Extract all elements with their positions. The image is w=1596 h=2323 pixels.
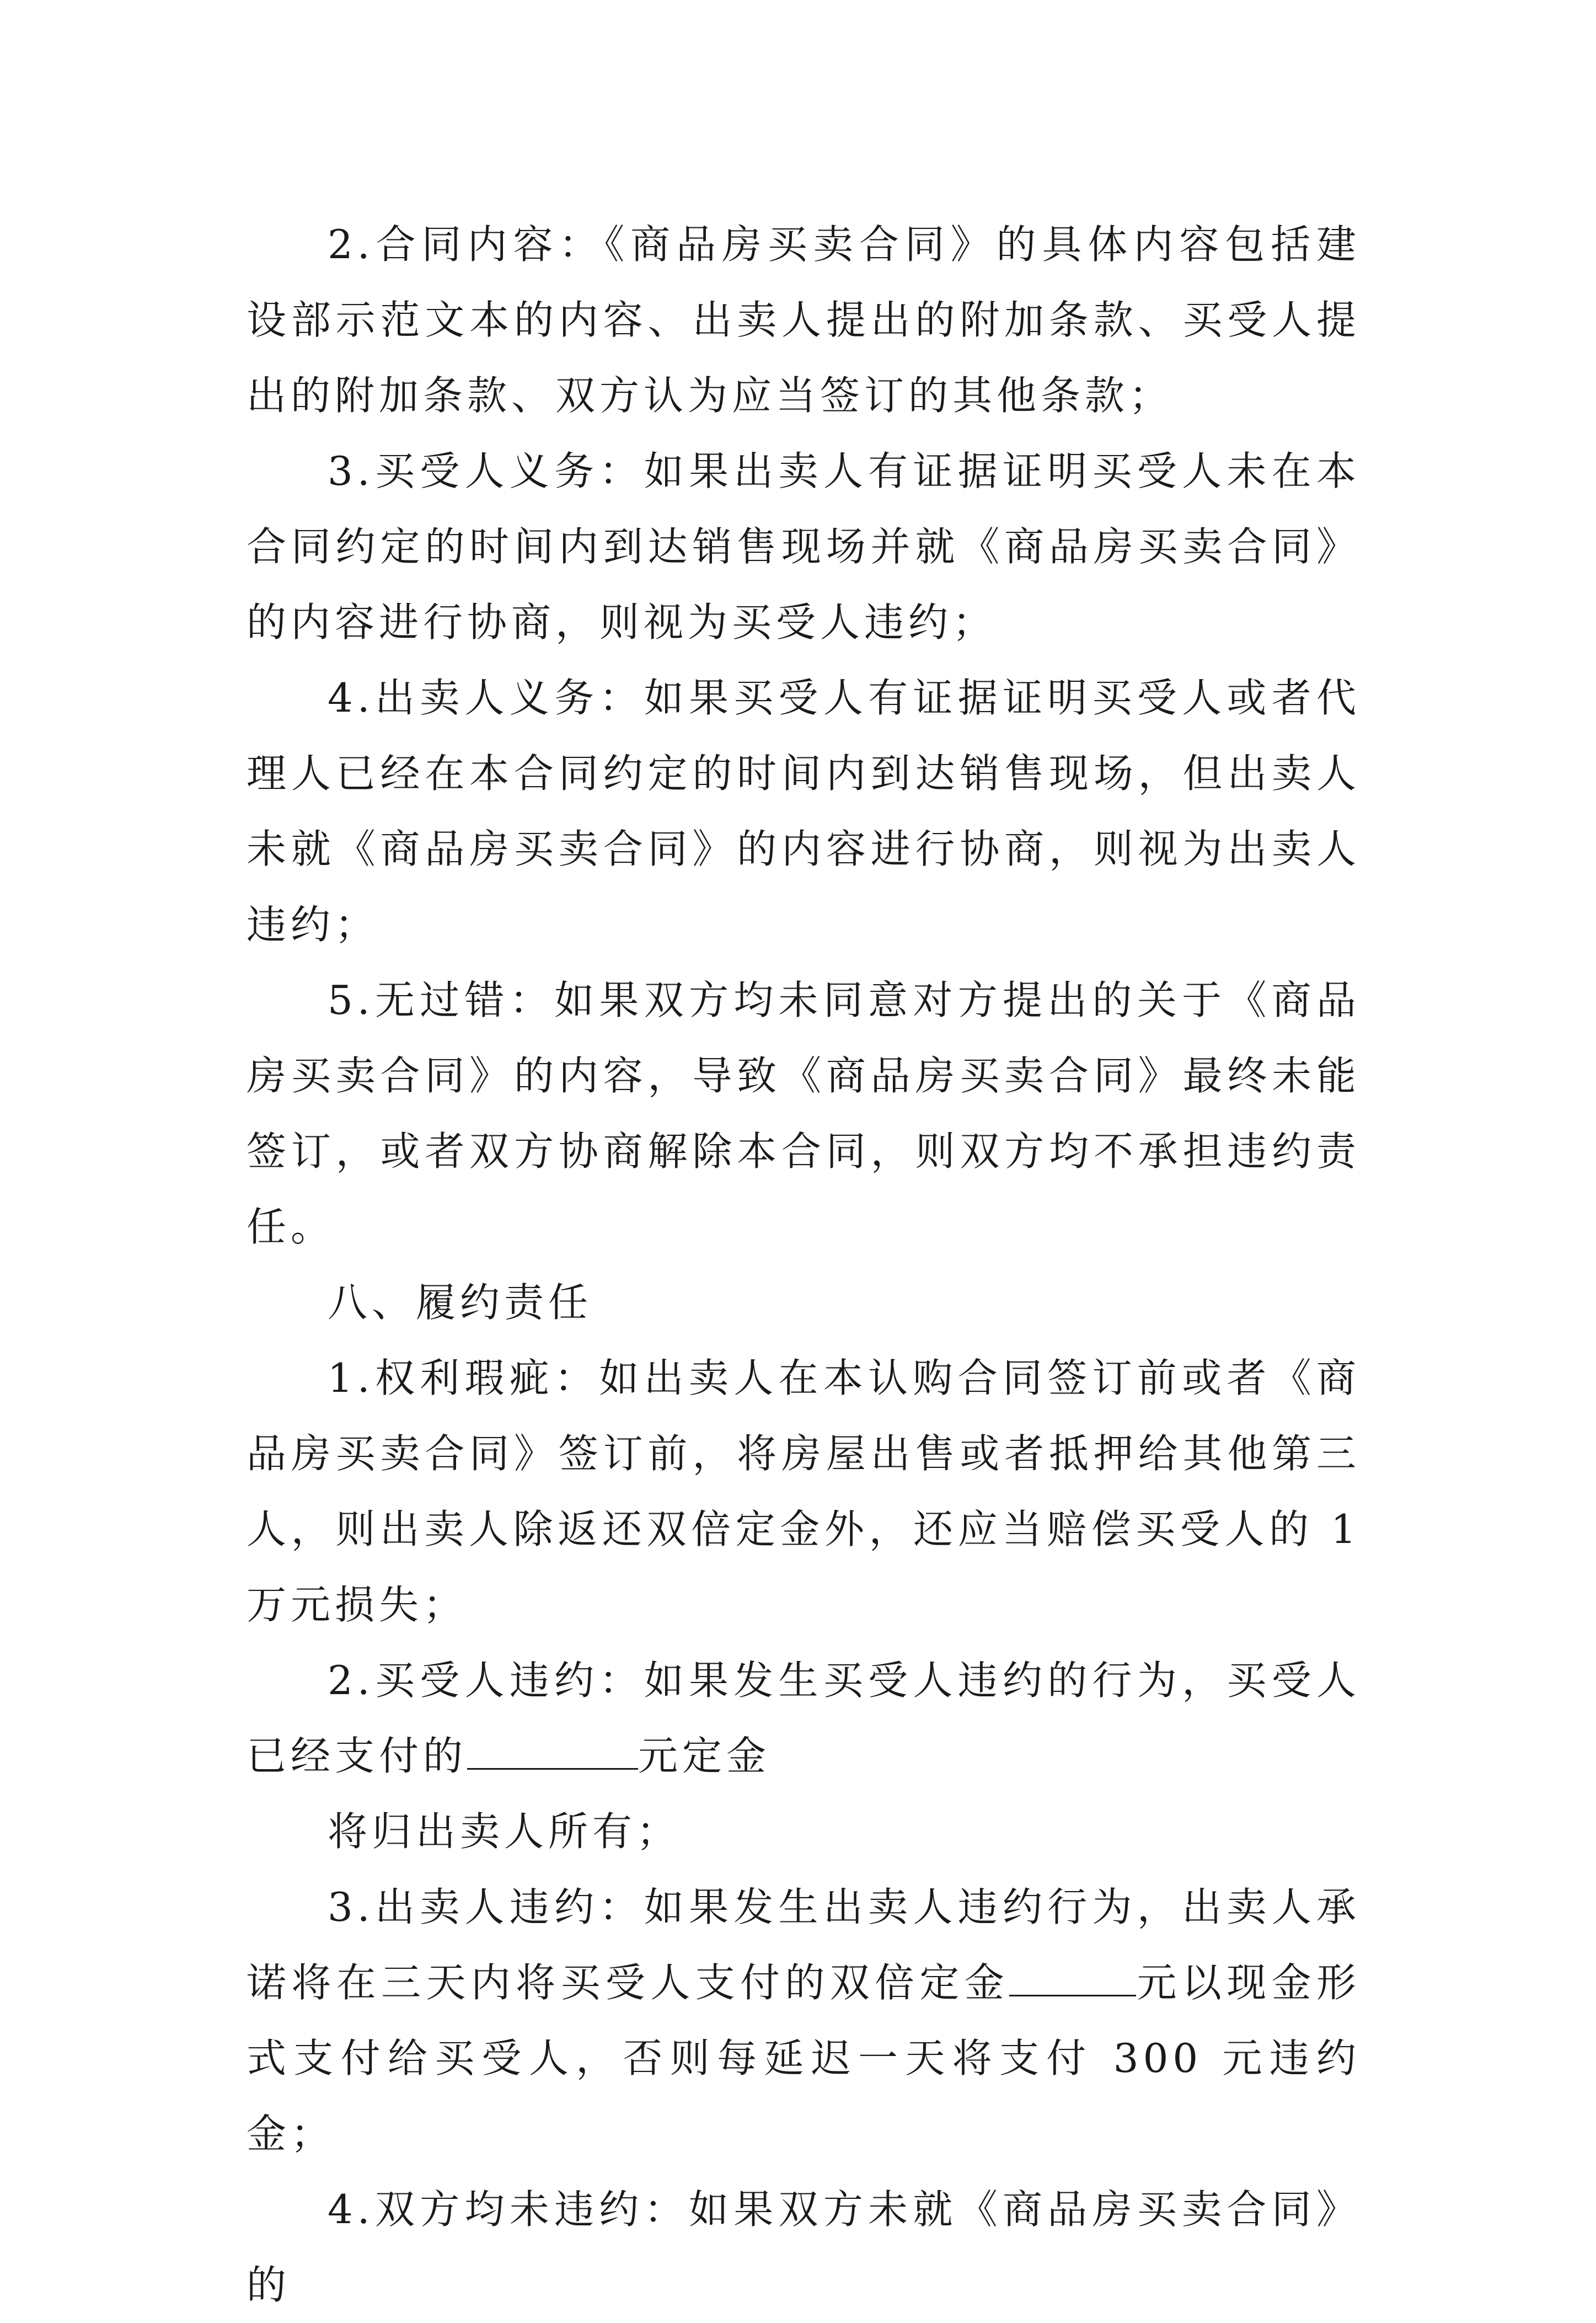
clause-seller-breach-text: 3.出卖人违约：如果发生出卖人违约行为，出卖人承诺将在三天内将买受人支付的双倍定金 <box>247 1884 1361 2006</box>
clause-seller-breach <box>247 1870 1361 2172</box>
clause-seller-breach-text-end: 元以现金形式支付给买受人，否则每延迟一天将支付 300 元违约金； <box>247 1959 1361 2157</box>
clause-no-fault: 5.无过错：如果双方均未同意对方提出的关于《商品房买卖合同》的内容，导致《商品房买卖合同》最终未能签订，或者双方协商解除本合同，则双方均不承担违约责任。 <box>247 977 1361 1250</box>
clause-buyer-breach-continued: 将归出卖人所有； <box>328 1808 681 1855</box>
clause-contract-content: 2.合同内容：《商品房买卖合同》的具体内容包括建设部示范文本的内容、出卖人提出的附加条款、买受人提出的附加条款、双方认为应当签订的其他条款； <box>247 221 1361 419</box>
clause-seller-obligation: 4.出卖人义务：如果买受人有证据证明买受人或者代理人已经在本合同约定的时间内到达销售现场，但出卖人未就《商品房买卖合同》的内容进行协商，则视为出卖人违约； <box>247 675 1361 948</box>
clause-no-breach: 4.双方均未违约：如果双方未就《商品房买卖合同》的 <box>247 2186 1361 2308</box>
clause-title-defect: 1.权利瑕疵：如出卖人在本认购合同签订前或者《商品房买卖合同》签订前，将房屋出售或者抵押给其他第三人，则出卖人除返还双倍定金外，还应当赔偿买受人的 1 万元损失； <box>247 1355 1361 1628</box>
deposit-amount-blank <box>467 1735 638 1770</box>
section-heading-performance-liability: 八、履约责任 <box>328 1279 593 1326</box>
document-body <box>247 207 1361 2323</box>
clause-buyer-obligation: 3.买受人义务：如果出卖人有证据证明买受人未在本合同约定的时间内到达销售现场并就《商品房买卖合同》的内容进行协商，则视为买受人违约； <box>247 448 1361 645</box>
double-deposit-blank <box>1009 1962 1136 1996</box>
clause-buyer-breach <box>247 1643 1361 1794</box>
clause-buyer-breach-text-end: 元定金 <box>638 1733 771 1779</box>
clause-buyer-breach-text: 2.买受人违约：如果发生买受人违约的行为，买受人已经支付的 <box>247 1657 1361 1779</box>
